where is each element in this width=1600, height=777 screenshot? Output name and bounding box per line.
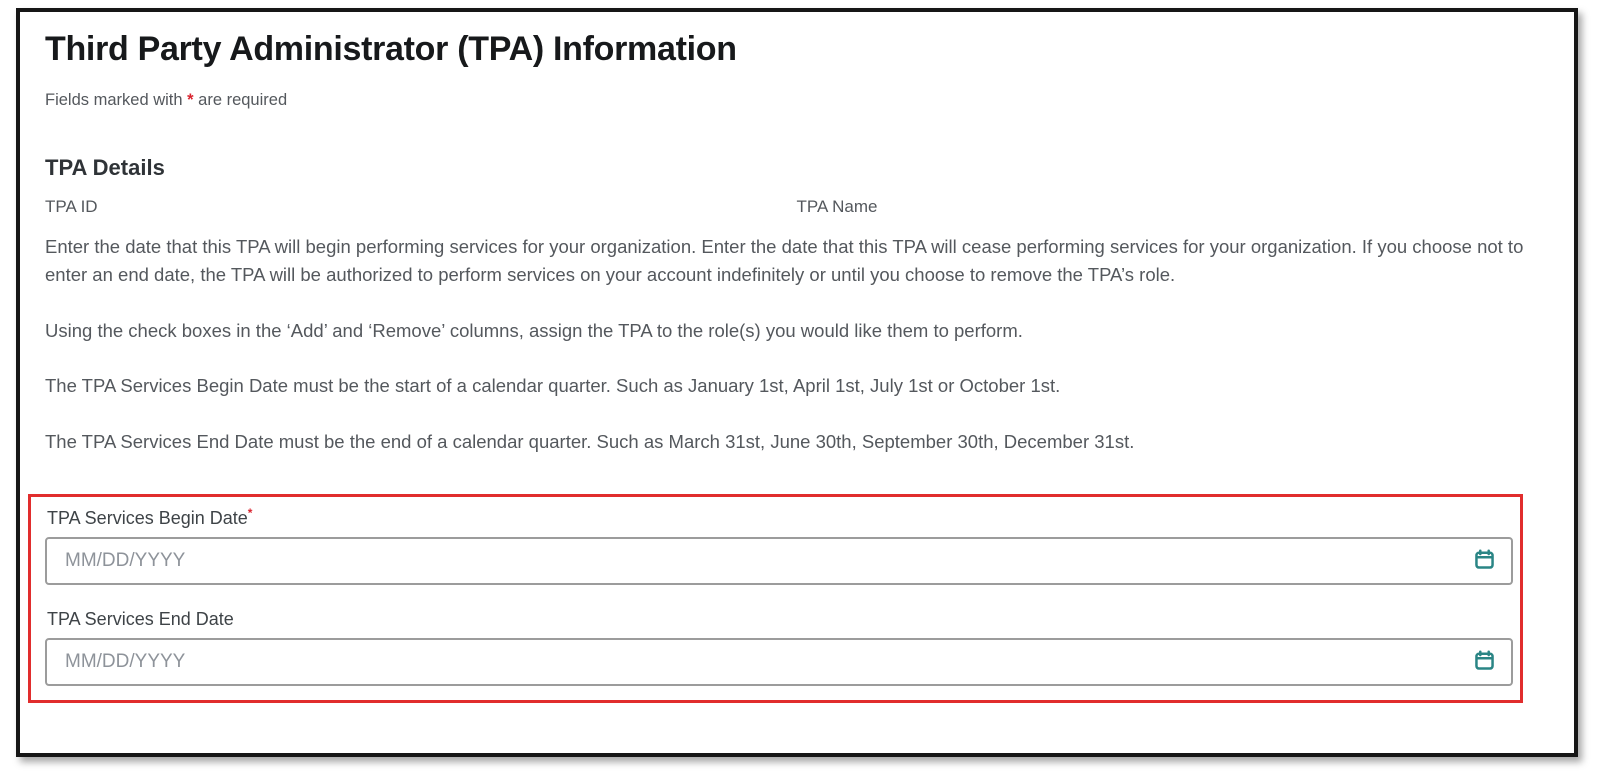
page-frame [16,8,1578,757]
end-date-field[interactable] [45,638,1513,686]
calendar-icon [1473,548,1496,574]
end-date-label-text: TPA Services End Date [47,608,234,629]
begin-date-calendar-button[interactable] [1471,548,1497,574]
instructions [45,233,1548,456]
begin-date-input[interactable] [65,550,1471,572]
instruction-begin-date-rule: The TPA Services Begin Date must be the start of a calendar quarter. Such as January 1st, April 1st, July 1st or October 1st. [45,375,1061,397]
instruction-checkboxes: Using the check boxes in the ‘Add’ and ‘Remove’ columns, assign the TPA to the role(s) you would like them to perform. [45,319,1023,341]
tpa-details-heading: TPA Details [45,155,165,180]
end-date-input[interactable] [65,651,1471,673]
end-date-label [47,609,1510,630]
tpa-id-label: TPA ID [45,197,98,216]
begin-date-field[interactable] [45,537,1513,585]
instruction-end-date-rule: The TPA Services End Date must be the end of a calendar quarter. Such as March 31st, June 30th, September 30th, December 31st. [45,431,1135,452]
begin-date-label-text: TPA Services Begin Date [47,507,248,528]
tpa-name-label: TPA Name [796,197,878,216]
instruction-dates: Enter the date that this TPA will begin performing services for your organization. Enter the date that this TPA will cease performing services for your organization. If you choose not to enter an end date, the TPA will be authorized to perform services on your account indefinitely or until you choose to remove the TPA’s role. [45,236,1524,285]
tpa-id-name-row [45,197,1548,217]
required-fields-note [45,91,1548,110]
required-note-suffix: are required [193,91,288,109]
begin-date-label [47,506,1510,529]
main-content [20,12,1574,703]
required-asterisk: * [187,91,194,109]
page-title: Third Party Administrator (TPA) Information [45,30,737,68]
date-fields-highlight-box [28,494,1523,703]
begin-date-required-asterisk: * [247,505,253,520]
required-note-prefix: Fields marked with [45,91,188,109]
calendar-icon [1473,649,1496,675]
end-date-calendar-button[interactable] [1471,649,1497,675]
